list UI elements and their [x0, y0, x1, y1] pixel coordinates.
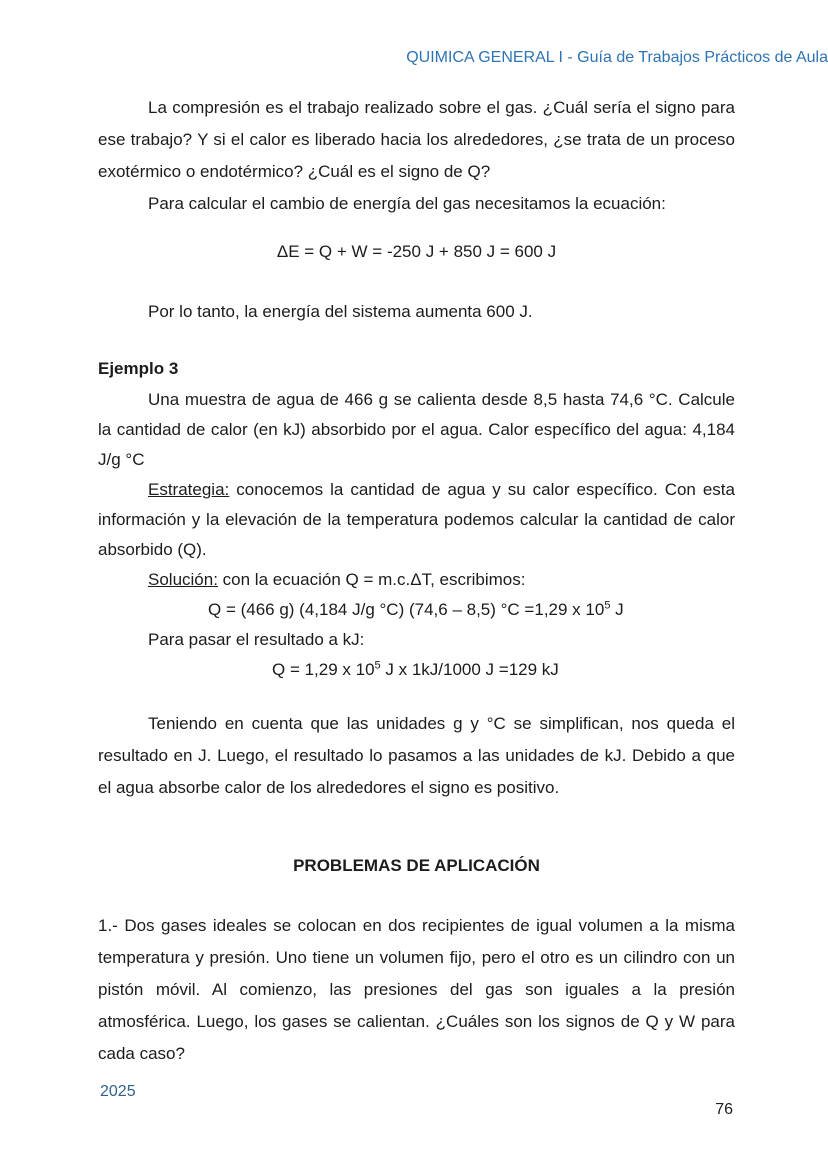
- paragraph-conclusion: Teniendo en cuenta que las unidades g y °C se simplifican, nos queda el resultado en J. Luego, el resultado lo pasamos a las unidades de kJ. Debido a que el agua absorbe calor de los alrededores el signo es positivo.: [98, 714, 735, 797]
- equation-q-kilojoules-exponent: 5: [374, 659, 381, 672]
- heading-problemas-aplicacion: PROBLEMAS DE APLICACIÓN: [293, 856, 540, 875]
- estrategia-label: Estrategia:: [148, 480, 230, 499]
- equation-q-joules-pre: Q = (466 g) (4,184 J/g °C) (74,6 – 8,5) °C =1,29 x 10: [208, 600, 605, 619]
- equation-q-joules: [98, 595, 735, 625]
- paragraph-ejemplo3-statement: Una muestra de agua de 466 g se calienta desde 8,5 hasta 74,6 °C. Calcule la cantidad de calor (en kJ) absorbido por el agua. Calor específico del agua: 4,184 J/g °C: [98, 390, 735, 469]
- page-header-title: QUIMICA GENERAL I - Guía de Trabajos Prácticos de Aula: [406, 49, 828, 66]
- paragraph-solucion: [98, 565, 735, 595]
- paragraph-calc-intro: Para calcular el cambio de energía del gas necesitamos la ecuación:: [148, 194, 666, 213]
- paragraph-estrategia: [98, 475, 735, 565]
- heading-ejemplo-3: Ejemplo 3: [98, 359, 179, 378]
- paragraph-compression: La compresión es el trabajo realizado sobre el gas. ¿Cuál sería el signo para ese trabajo? Y si el calor es liberado hacia los alrededores, ¿se trata de un proceso exotérmico o endotérmico? ¿Cuál es el signo de Q?: [98, 98, 735, 181]
- solucion-label: Solución:: [148, 570, 218, 589]
- paragraph-por-lo-tanto: Por lo tanto, la energía del sistema aumenta 600 J.: [148, 302, 533, 321]
- equation-delta-e: ΔE = Q + W = -250 J + 850 J = 600 J: [276, 242, 557, 261]
- solucion-text: con la ecuación Q = m.c.ΔT, escribimos:: [217, 570, 526, 589]
- estrategia-text: conocemos la cantidad de agua y su calor específico. Con esta información y la elevación de la temperatura podemos calcular la cantidad de calor absorbido (Q).: [98, 480, 735, 559]
- page-body: [98, 92, 735, 1070]
- equation-q-kilojoules: [98, 655, 735, 685]
- equation-q-kilojoules-pre: Q = 1,29 x 10: [272, 660, 375, 679]
- equation-q-joules-post: J: [610, 600, 624, 619]
- paragraph-pasar-kj: Para pasar el resultado a kJ:: [148, 630, 365, 649]
- equation-q-joules-exponent: 5: [604, 599, 611, 612]
- paragraph-problema-1: 1.- Dos gases ideales se colocan en dos recipientes de igual volumen a la misma temperatura y presión. Uno tiene un volumen fijo, pero el otro es un cilindro con un pistón móvil. Al comienzo, las presiones del gas son iguales a la presión atmosférica. Luego, los gases se calientan. ¿Cuáles son los signos de Q y W para cada caso?: [98, 916, 735, 1063]
- equation-q-kilojoules-post: J x 1kJ/1000 J =129 kJ: [380, 660, 559, 679]
- footer-year: 2025: [100, 1083, 136, 1100]
- page-number: 76: [715, 1101, 733, 1118]
